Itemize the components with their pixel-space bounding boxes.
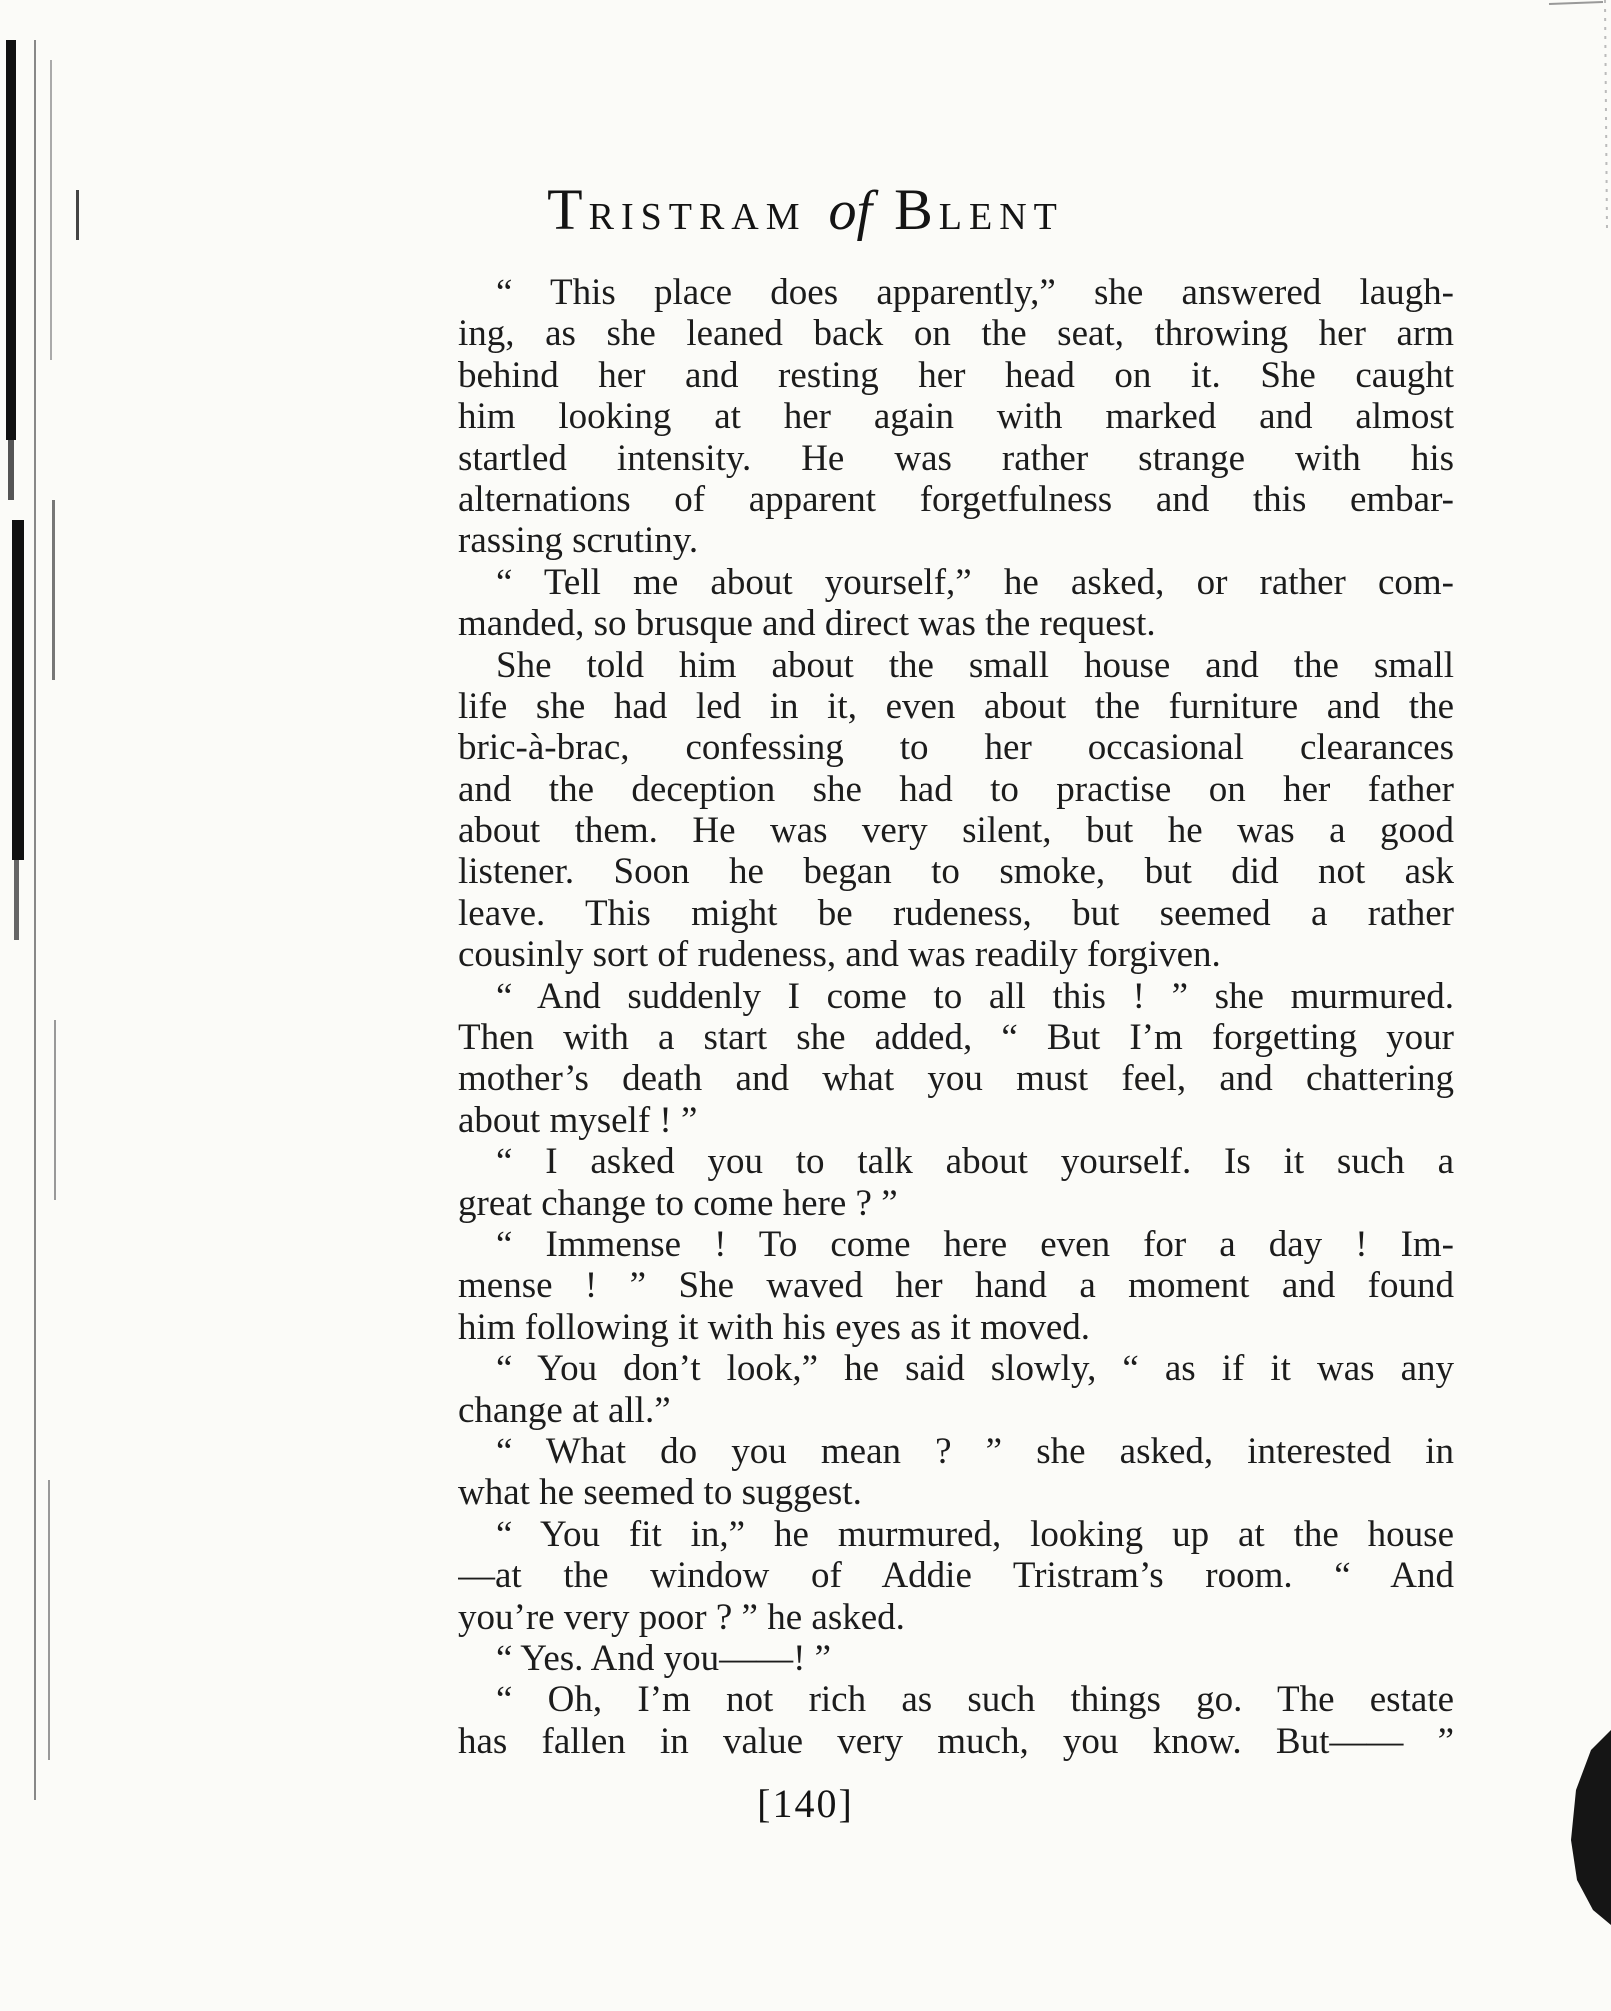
text-line: you’re very poor ? ” he asked. <box>458 1596 905 1638</box>
text-line: what he seemed to suggest. <box>458 1472 862 1514</box>
text-line: “ This place does apparently,” she answered laugh- <box>496 272 1454 313</box>
text-line: mother’s death and what you must feel, and chattering <box>458 1058 1454 1100</box>
scan-edge-left <box>0 0 90 2011</box>
text-line: cousinly sort of rudeness, and was readily forgiven. <box>458 934 1221 976</box>
text-line: life she had led in it, even about the furniture and the <box>458 685 1454 727</box>
text-line: bric-à-brac, confessing to her occasional clearances <box>458 727 1454 769</box>
text-line: behind her and resting her head on it. She caught <box>458 354 1454 396</box>
text-line: She told him about the small house and the small <box>496 644 1454 686</box>
body-text <box>458 272 1454 1762</box>
text-line: about them. He was very silent, but he was a good <box>458 810 1454 852</box>
running-head-initial-1: T <box>547 177 589 242</box>
text-line: “ Oh, I’m not rich as such things go. The estate <box>496 1679 1454 1721</box>
running-head-connector: of <box>828 180 873 242</box>
text-line: “ Tell me about yourself,” he asked, or rather com- <box>496 561 1454 603</box>
running-head-word-2: LENT <box>938 196 1064 238</box>
text-line: and the deception she had to practise on her father <box>458 768 1454 810</box>
running-head-initial-2: B <box>894 177 939 242</box>
text-line: “ Yes. And you——! ” <box>496 1637 832 1679</box>
text-line: “ What do you mean ? ” she asked, interested in <box>496 1430 1454 1472</box>
text-line: startled intensity. He was rather strange with his <box>458 437 1454 479</box>
running-head-word-1: RISTRAM <box>588 196 807 238</box>
running-head <box>0 176 1611 243</box>
text-line: mense ! ” She waved her hand a moment and found <box>458 1265 1454 1307</box>
text-line: has fallen in value very much, you know. But—— ” <box>458 1720 1454 1762</box>
text-line: —at the window of Addie Tristram’s room. “ And <box>458 1555 1454 1597</box>
text-line: change at all.” <box>458 1389 671 1431</box>
text-line: leave. This might be rudeness, but seemed a rather <box>458 892 1454 934</box>
text-line: great change to come here ? ” <box>458 1182 898 1224</box>
text-line: rassing scrutiny. <box>458 520 699 562</box>
text-line: manded, so brusque and direct was the request. <box>458 603 1156 645</box>
text-line: alternations of apparent forgetfulness and this embar- <box>458 478 1454 520</box>
text-line: listener. Soon he began to smoke, but did not ask <box>458 851 1454 893</box>
text-line: him following it with his eyes as it moved. <box>458 1306 1091 1348</box>
text-line: “ You fit in,” he murmured, looking up at the house <box>496 1513 1454 1555</box>
text-line: Then with a start she added, “ But I’m forgetting your <box>458 1017 1454 1059</box>
text-line: “ I asked you to talk about yourself. Is it such a <box>496 1141 1454 1183</box>
text-line: “ And suddenly I come to all this ! ” she murmured. <box>496 975 1454 1017</box>
text-line: him looking at her again with marked and almost <box>458 396 1454 438</box>
text-line: ing, as she leaned back on the seat, throwing her arm <box>458 313 1454 355</box>
text-line: “ You don’t look,” he said slowly, “ as if it was any <box>496 1348 1454 1390</box>
text-line: “ Immense ! To come here even for a day ! Im- <box>496 1223 1454 1265</box>
page-number: [140] <box>757 1781 854 1826</box>
text-line: about myself ! ” <box>458 1099 698 1141</box>
